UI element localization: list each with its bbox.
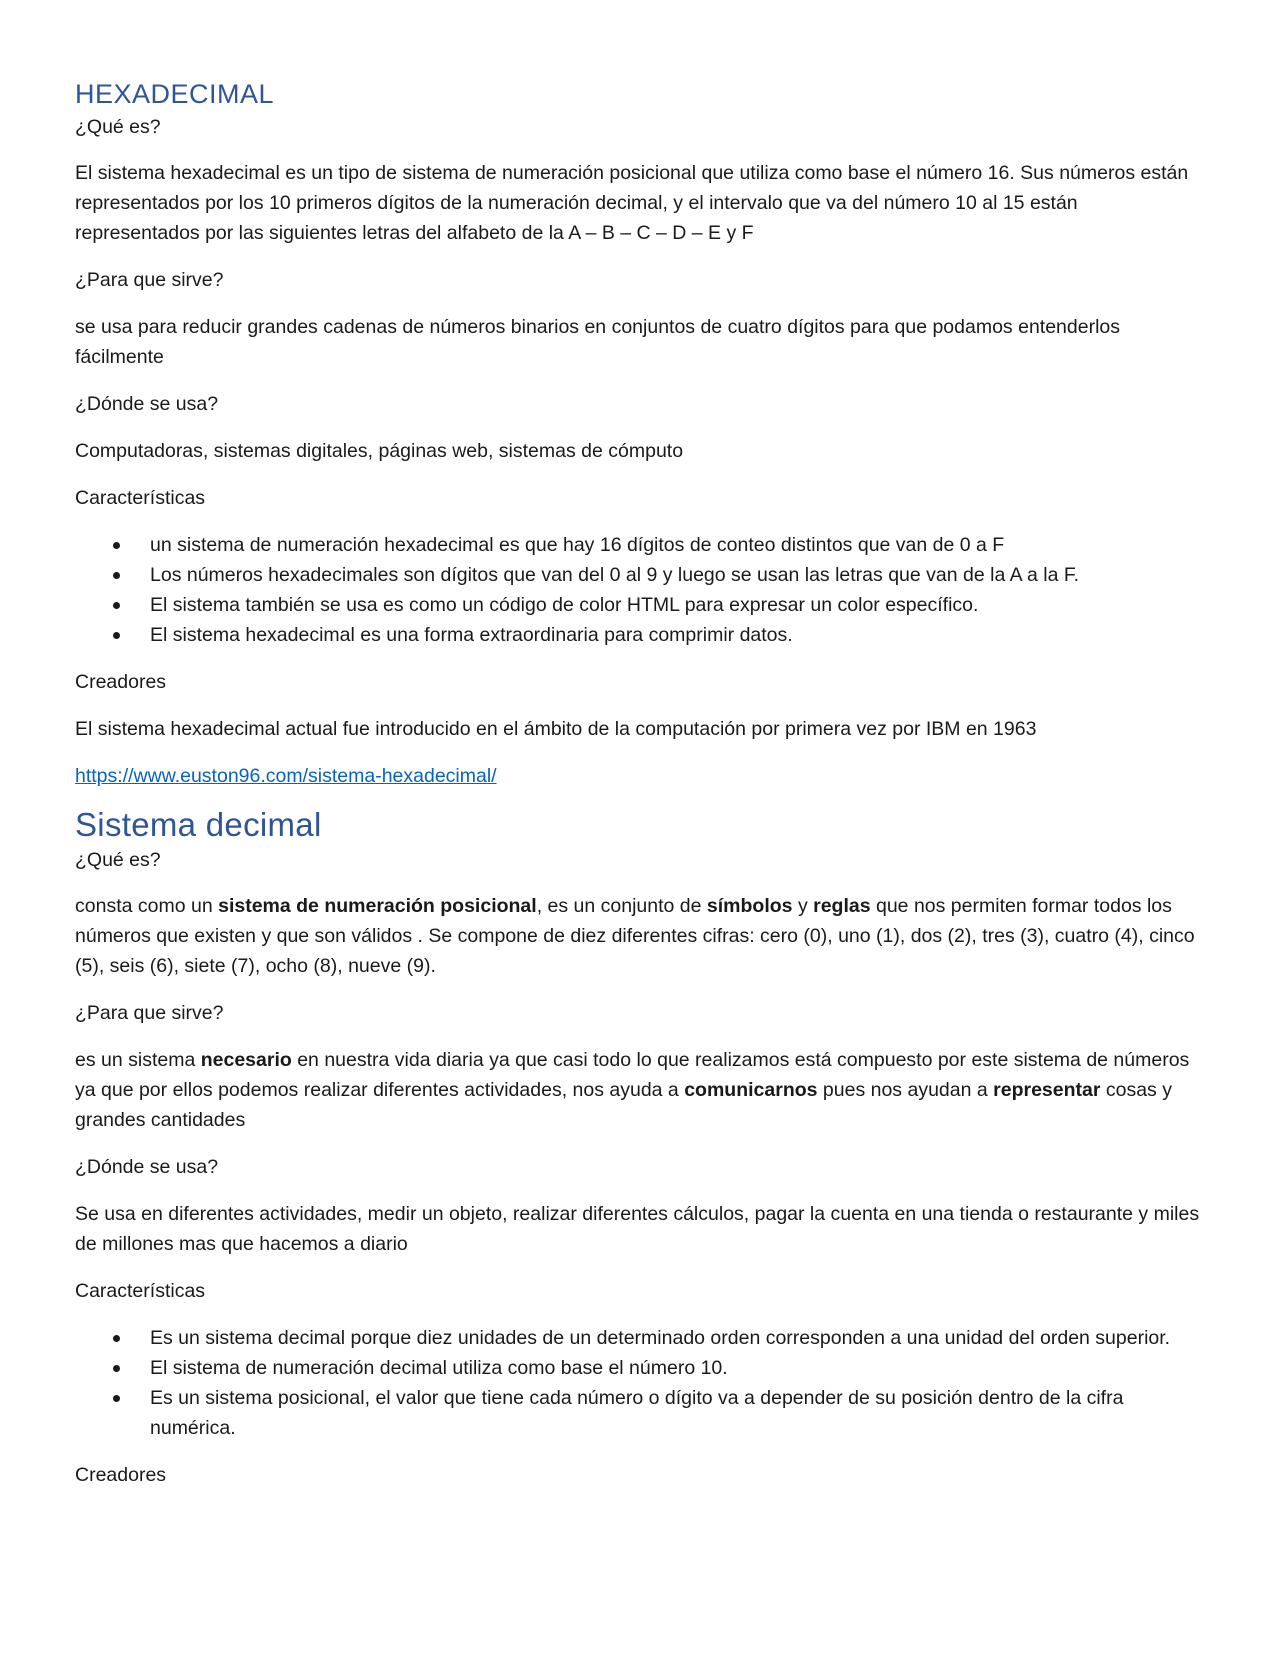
document-page <box>75 76 1205 1490</box>
text-run: en nuestra vida diaria ya que casi todo lo que realizamos está compuesto por este sistema de números ya que por ellos podemos realizar diferentes actividades, nos ayuda a <box>75 1049 1190 1101</box>
bold-run: sistema de numeración posicional <box>218 895 537 917</box>
hex-creators-text: El sistema hexadecimal actual fue introducido en el ámbito de la computación por primera vez por IBM en 1963 <box>75 718 1037 740</box>
dec-features-heading: Características <box>75 1280 206 1302</box>
bold-run: comunicarnos <box>684 1079 818 1101</box>
bold-run: representar <box>993 1079 1101 1101</box>
bold-run: reglas <box>813 895 871 917</box>
text-run: y <box>792 895 814 917</box>
dec-creators-heading: Creadores <box>75 1464 167 1486</box>
text-run: consta como un <box>75 895 219 917</box>
dec-features-list <box>75 1323 1205 1443</box>
dec-question-where: ¿Dónde se usa? <box>75 1156 219 1178</box>
hex-source-link[interactable]: https://www.euston96.com/sistema-hexadecimal/ <box>75 765 497 787</box>
text-run: cosas y grandes cantidades <box>75 1079 1172 1131</box>
hex-answer-where: Computadoras, sistemas digitales, páginas web, sistemas de cómputo <box>75 440 684 462</box>
list-item: Los números hexadecimales son dígitos que van del 0 al 9 y luego se usan las letras que van de la A a la F. <box>75 560 1205 590</box>
hex-answer-purpose: se usa para reducir grandes cadenas de números binarios en conjuntos de cuatro dígitos para que podamos entenderlos fácilmente <box>75 316 1121 368</box>
list-item: El sistema hexadecimal es una forma extraordinaria para comprimir datos. <box>75 620 1205 650</box>
hex-source-paragraph <box>75 761 1205 791</box>
text-run: es un sistema <box>75 1049 201 1071</box>
list-item: Es un sistema posicional, el valor que tiene cada número o dígito va a depender de su posición dentro de la cifra numérica. <box>75 1383 1205 1443</box>
dec-answer-what <box>75 891 1205 981</box>
hex-features-list <box>75 530 1205 650</box>
list-item: El sistema de numeración decimal utiliza como base el número 10. <box>75 1353 1205 1383</box>
hex-answer-what: El sistema hexadecimal es un tipo de sistema de numeración posicional que utiliza como base el número 16. Sus números están representados por los 10 primeros dígitos de la numeración decimal, y el intervalo que va del número 10 al 15 están representados por las siguientes letras del alfabeto de la A – B – C – D – E y F <box>75 162 1189 244</box>
dec-answer-where: Se usa en diferentes actividades, medir un objeto, realizar diferentes cálculos, pagar la cuenta en una tienda o restaurante y miles de millones mas que hacemos a diario <box>75 1203 1200 1255</box>
text-run: , es un conjunto de <box>536 895 707 917</box>
dec-question-what: ¿Qué es? <box>75 849 161 871</box>
hex-heading: HEXADECIMAL <box>75 79 275 109</box>
hex-question-what: ¿Qué es? <box>75 116 161 138</box>
hex-features-heading: Características <box>75 487 206 509</box>
decimal-heading: Sistema decimal <box>75 806 322 843</box>
hex-question-purpose: ¿Para que sirve? <box>75 269 224 291</box>
text-run: que nos permiten formar todos los números que existen y que son válidos . Se compone de diez diferentes cifras: cero (0), uno (1), dos (2), tres (3), cuatro (4), cinco (5), seis (6), siete (7), ocho (8), nueve (9). <box>75 895 1195 977</box>
list-item: El sistema también se usa es como un código de color HTML para expresar un color específico. <box>75 590 1205 620</box>
hex-question-where: ¿Dónde se usa? <box>75 393 219 415</box>
bold-run: necesario <box>200 1049 292 1071</box>
hex-creators-heading: Creadores <box>75 671 167 693</box>
list-item: un sistema de numeración hexadecimal es que hay 16 dígitos de conteo distintos que van de 0 a F <box>75 530 1205 560</box>
dec-answer-purpose <box>75 1045 1205 1135</box>
bold-run: símbolos <box>706 895 793 917</box>
dec-question-purpose: ¿Para que sirve? <box>75 1002 224 1024</box>
list-item: Es un sistema decimal porque diez unidades de un determinado orden corresponden a una unidad del orden superior. <box>75 1323 1205 1353</box>
text-run: pues nos ayudan a <box>817 1079 994 1101</box>
